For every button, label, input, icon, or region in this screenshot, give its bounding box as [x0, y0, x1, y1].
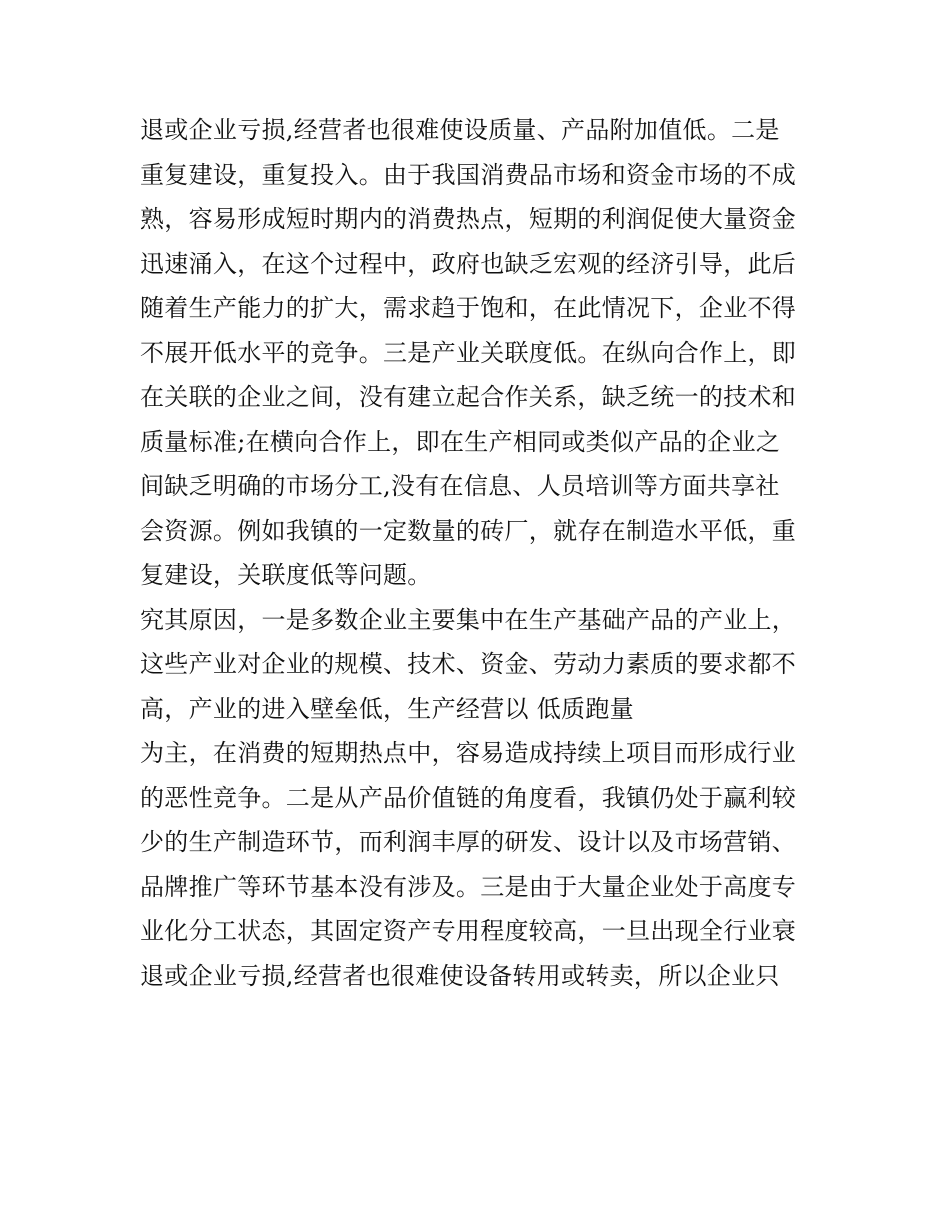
text-line: 复建设，关联度低等问题。 [140, 561, 432, 589]
text-line: 间缺乏明确的市场分工,没有在信息、人员培训等方面共享社 [140, 472, 780, 500]
text-line: 迅速涌入，在这个过程中，政府也缺乏宏观的经济引导，此后 [140, 249, 797, 278]
text-line: 熟，容易形成短时期内的消费热点，短期的利润促使大量资金 [140, 205, 797, 233]
text-line: 随着生产能力的扩大，需求趋于饱和，在此情况下，企业不得 [140, 294, 797, 322]
text-line: 重复建设，重复投入。由于我国消费品市场和资金市场的不成 [140, 160, 797, 189]
text-line: 的恶性竞争。二是从产品价值链的角度看，我镇仍处于赢利较 [140, 783, 797, 812]
text-line: 为主，在消费的短期热点中，容易造成持续上项目而形成行业 [140, 739, 797, 767]
text-line: 退或企业亏损,经营者也很难使设备转用或转卖，所以企业只 [140, 961, 780, 990]
text-line: 会资源。例如我镇的一定数量的砖厂，就存在制造水平低，重 [140, 516, 797, 545]
body-text [140, 108, 820, 998]
text-line: 业化分工状态，其固定资产专用程度较高，一旦出现全行业衰 [140, 917, 797, 945]
text-line: 在关联的企业之间，没有建立起合作关系，缺乏统一的技术和 [140, 383, 797, 411]
text-line: 少的生产制造环节，而利润丰厚的研发、设计以及市场营销、 [140, 828, 797, 856]
text-line: 退或企业亏损,经营者也很难使设质量、产品附加值低。二是 [140, 116, 780, 144]
text-line: 这些产业对企业的规模、技术、资金、劳动力素质的要求都不 [140, 650, 797, 678]
text-line: 质量标准;在横向合作上，即在生产相同或类似产品的企业之 [140, 427, 781, 456]
text-line: 品牌推广等环节基本没有涉及。三是由于大量企业处于高度专 [140, 872, 797, 901]
text-line: 高，产业的进入壁垒低，生产经营以 低质跑量 [140, 694, 634, 723]
text-line: 究其原因，一是多数企业主要集中在生产基础产品的产业上， [140, 605, 797, 634]
text-line: 不展开低水平的竞争。三是产业关联度低。在纵向合作上，即 [140, 338, 797, 367]
